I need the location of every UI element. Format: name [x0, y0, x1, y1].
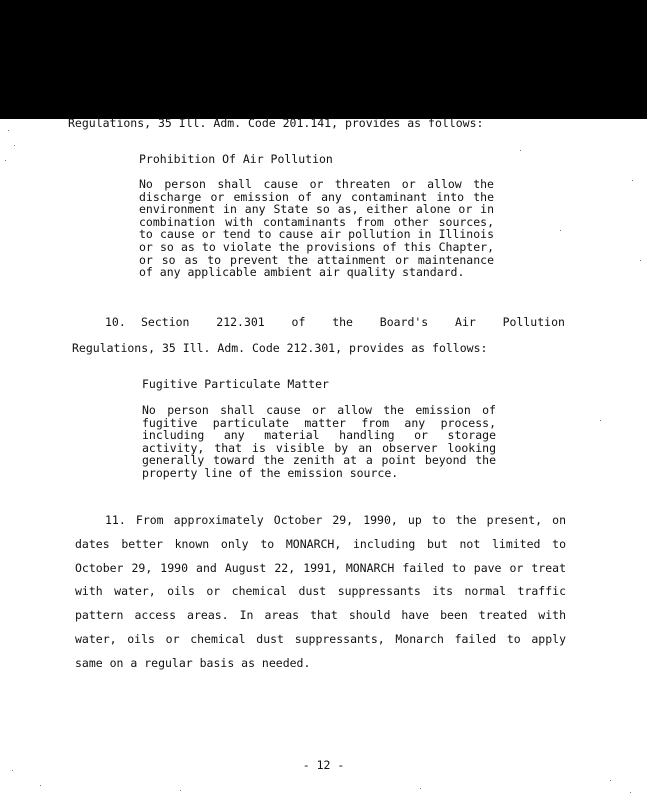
scan-speck — [560, 230, 561, 231]
para10-word: Pollution — [502, 315, 565, 329]
scan-speck — [8, 130, 9, 131]
para10-word: the — [332, 315, 353, 329]
para11-body: From approximately October 29, 1990, up to the present, on dates better known only to MONARCH, including but not limited to October 29, 1990 and August 22, 1991, MONARCH failed to pave or treat with water, oils or chemical dust suppressants its normal traffic pattern access areas. In areas that should have been treated with water, oils or chemical dust suppressants, Monarch failed to apply same on a regular basis as needed. — [75, 513, 566, 670]
para10-word: Board's — [379, 315, 429, 329]
para11 — [75, 509, 566, 676]
scan-speck — [12, 770, 13, 771]
scan-speck — [420, 788, 421, 789]
scan-speck — [640, 260, 641, 261]
scan-speck — [180, 790, 181, 791]
quote1-heading: Prohibition Of Air Pollution — [139, 152, 333, 166]
para10-word: Section — [141, 315, 190, 329]
para10-word: Air — [455, 315, 476, 329]
cutoff-line: Regulations, 35 Ill. Adm. Code 201.141, provides as follows: — [68, 116, 484, 130]
scan-speck — [630, 792, 631, 793]
quote2-body: No person shall cause or allow the emission of fugitive particulate matter from any process, including any material handling or storage activity, that is visible by an observer looking generally toward the zenith at a point beyond the property line of the emission source. — [142, 403, 496, 480]
scan-speck — [520, 150, 521, 151]
para10-line2: Regulations, 35 Ill. Adm. Code 212.301, provides as follows: — [72, 341, 488, 355]
para10-word: of — [291, 315, 306, 329]
para10-word: 212.301 — [216, 315, 265, 329]
scan-speck — [40, 785, 41, 786]
para11-number: 11. — [105, 513, 126, 527]
scan-speck — [600, 420, 601, 421]
para10-number: 10. — [105, 315, 126, 329]
redaction-bar — [0, 0, 647, 119]
scan-speck — [632, 180, 633, 181]
scan-speck — [5, 160, 6, 161]
scan-speck — [610, 780, 611, 781]
page-number: - 12 - — [302, 758, 345, 772]
scan-speck — [14, 145, 15, 146]
para10-line1 — [141, 316, 565, 329]
quote1-body: No person shall cause or threaten or allow the discharge or emission of any contaminant into the environment in any State so as, either alone or in combination with contaminants from other sources, to cause or tend to cause air pollution in Illinois or so as to violate the provisions of this Chapter, or so as to prevent the attainment or maintenance of any applicable ambient air quality standard. — [139, 177, 494, 280]
quote2-heading: Fugitive Particulate Matter — [142, 377, 329, 391]
